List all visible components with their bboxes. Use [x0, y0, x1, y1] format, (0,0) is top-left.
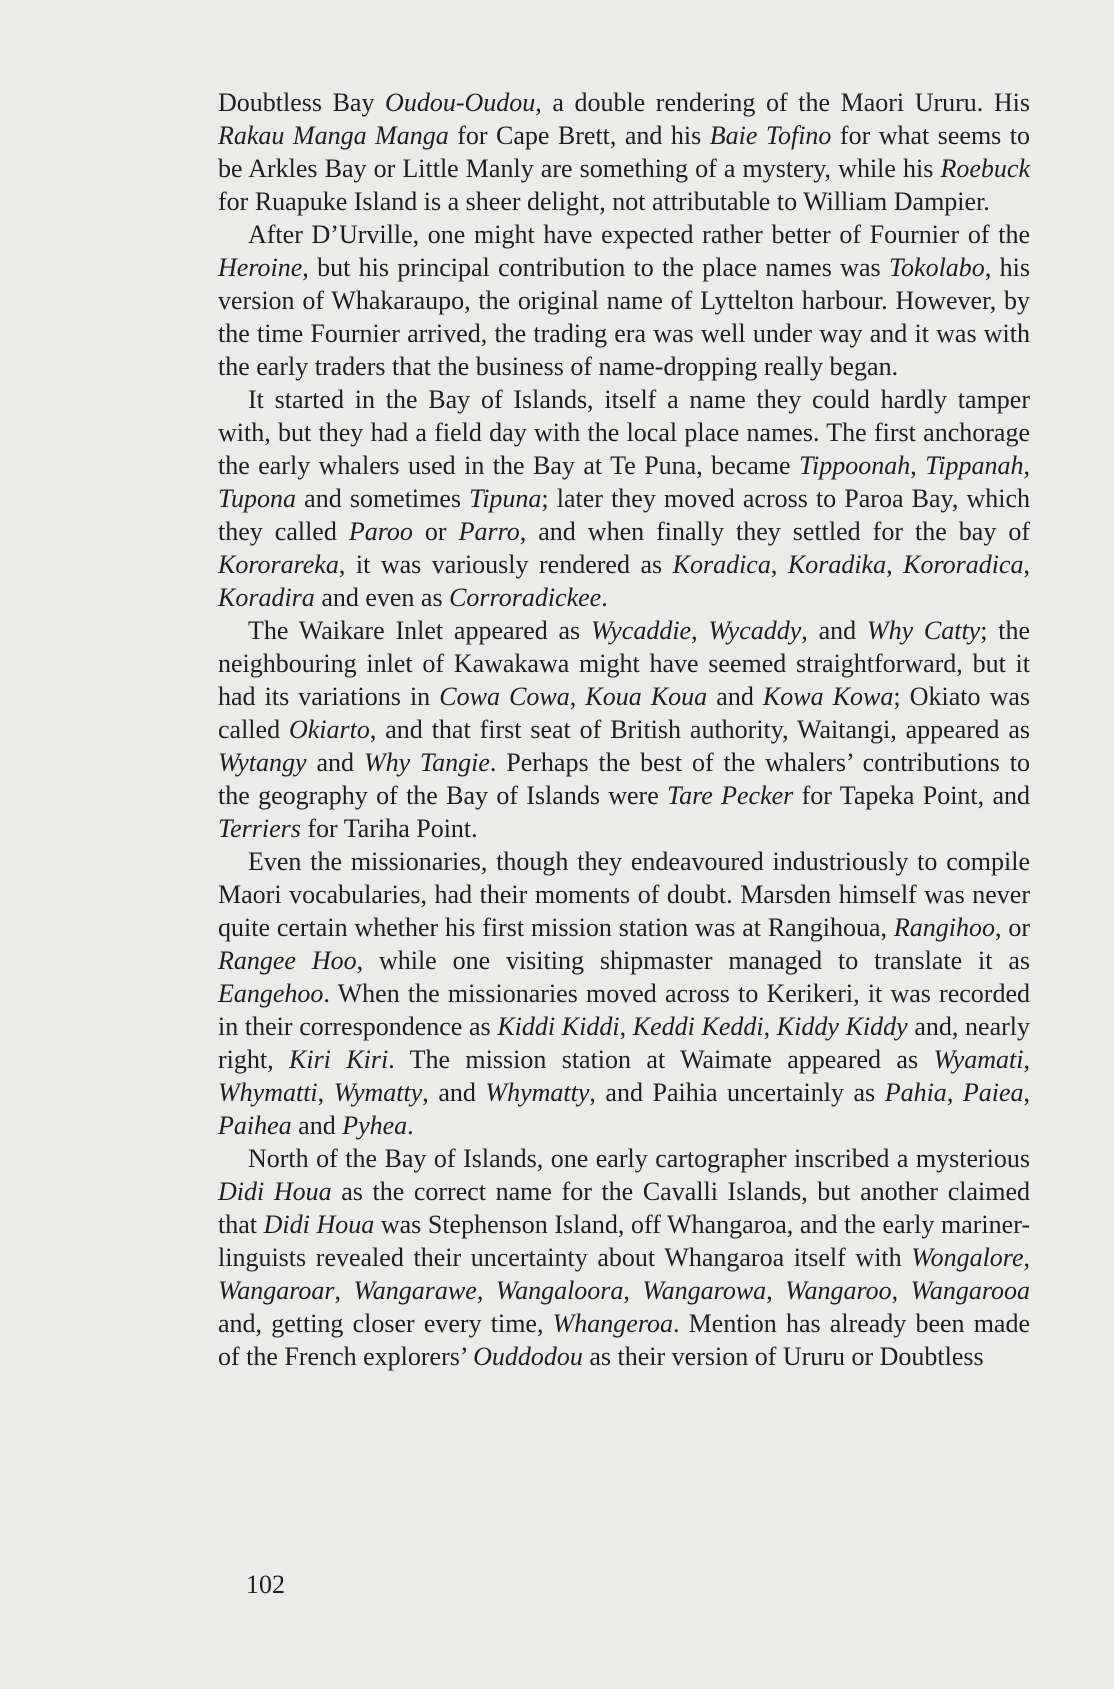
paragraph [218, 845, 1030, 1142]
text-run: . [407, 1111, 414, 1140]
body-text [218, 86, 1030, 1373]
text-run: , [691, 616, 709, 645]
italic-place-name: Wangaroo [785, 1276, 892, 1305]
paragraph [218, 1142, 1030, 1373]
italic-place-name: Rakau Manga Manga [218, 121, 449, 150]
italic-place-name: Tare Pecker [667, 781, 794, 810]
text-run: , [1023, 1243, 1030, 1272]
paragraph [218, 383, 1030, 614]
italic-place-name: Tipuna [469, 484, 542, 513]
italic-place-name: Kowa Kowa [762, 682, 894, 711]
text-run: , or [994, 913, 1030, 942]
italic-place-name: Why Catty [866, 616, 981, 645]
text-run: , [623, 1276, 643, 1305]
text-run: and [707, 682, 763, 711]
italic-place-name: Paihea [218, 1111, 292, 1140]
text-run: , [476, 1276, 496, 1305]
text-run: as their version of Ururu or Doubtless [582, 1342, 984, 1371]
italic-place-name: Wongalore [911, 1243, 1024, 1272]
italic-place-name: Okiarto [288, 715, 370, 744]
italic-place-name: Wyamati [933, 1045, 1024, 1074]
italic-place-name: Wymatty [333, 1078, 423, 1107]
italic-place-name: Oudou-Oudou [385, 88, 536, 117]
text-run: as the correct name for the Cavalli Islands, but another claimed that [218, 1177, 1030, 1239]
text-run: and, nearly right, [218, 1012, 1031, 1074]
italic-place-name: Wycaddie [590, 616, 692, 645]
text-run: , while one visiting shipmaster managed to translate it as [356, 946, 1030, 975]
text-run: Doubtless Bay [218, 88, 386, 117]
text-run: . The mission station at Waimate appeared as [388, 1045, 934, 1074]
text-run: , a double rendering of the Maori Ururu. His [535, 88, 1030, 117]
italic-place-name: Pahia [884, 1078, 947, 1107]
text-run: and sometimes [296, 484, 470, 513]
text-run: , [946, 1078, 963, 1107]
text-run: . [601, 583, 608, 612]
text-run: ; later they moved across to Paroa Bay, which they called [218, 484, 1030, 546]
text-run: , [770, 550, 788, 579]
text-run: . When the missionaries moved across to Kerikeri, it was recorded in their correspondence as [218, 979, 1030, 1041]
paragraph [218, 614, 1030, 845]
text-run: and [291, 1111, 343, 1140]
italic-place-name: Terriers [218, 814, 301, 843]
text-run: , [1023, 550, 1031, 579]
italic-place-name: Wangaroar [218, 1276, 335, 1305]
text-run: , [910, 451, 926, 480]
text-run: . Mention has already been made of the French explorers’ [218, 1309, 1031, 1371]
text-run: , [766, 1276, 786, 1305]
text-run: , [334, 1276, 354, 1305]
italic-place-name: Koua Koua [585, 682, 708, 711]
text-run: . Perhaps the best of the whalers’ contributions to the geography of the Bay of Islands were [218, 748, 1030, 810]
text-run: for Cape Brett, and his [448, 121, 710, 150]
italic-place-name: Whangeroa [552, 1309, 673, 1338]
text-run: for Ruapuke Island is a sheer delight, not attributable to William Dampier. [218, 187, 990, 216]
text-run: for Tariha Point. [300, 814, 478, 843]
text-run: , and [801, 616, 867, 645]
text-run: After D’Urville, one might have expected rather better of Fournier of the [248, 220, 1030, 249]
text-run: , [763, 1012, 777, 1041]
text-run: and, getting closer every time, [218, 1309, 553, 1338]
italic-place-name: Wangaloora [495, 1276, 624, 1305]
text-run: ; Okiato was called [218, 682, 1031, 744]
text-run: , but his principal contribution to the place names was [302, 253, 889, 282]
italic-place-name: Parro [458, 517, 520, 546]
text-run: , it was variously rendered as [338, 550, 673, 579]
italic-place-name: Kiddi Kiddi [497, 1012, 620, 1041]
italic-place-name: Didi Houa [263, 1210, 375, 1239]
text-run: Even the missionaries, though they endeavoured industriously to compile Maori vocabularies, had their moments of doubt. Marsden himself was never quite certain whether his first mission station was at Rangihoua, [218, 847, 1030, 942]
paragraph [218, 218, 1030, 383]
text-run: , [569, 682, 586, 711]
text-run: , [317, 1078, 334, 1107]
text-run: It started in the Bay of Islands, itself a name they could hardly tamper with, but they had a field day with the local place names. The first anchorage the early whalers used in the Bay at Te Puna, became [218, 385, 1030, 480]
text-run: for what seems to be Arkles Bay or Little Manly are something of a mystery, while his [218, 121, 1030, 183]
text-run: was Stephenson Island, off Whangaroa, and the early mariner-linguists revealed their uncertainty about Whangaroa itself with [218, 1210, 1030, 1272]
italic-place-name: Koradika [787, 550, 887, 579]
italic-place-name: Paroo [348, 517, 413, 546]
text-run: and even as [314, 583, 450, 612]
italic-place-name: Kiri Kiri [289, 1045, 389, 1074]
text-run: ; the neighbouring inlet of Kawakawa might have seemed straightforward, but it had its variations in [218, 616, 1030, 711]
text-run: North of the Bay of Islands, one early cartographer inscribed a mysterious [248, 1144, 1030, 1173]
italic-place-name: Keddi Keddi [632, 1012, 764, 1041]
text-run: , [1023, 451, 1030, 480]
text-run: , and Paihia uncertainly as [589, 1078, 885, 1107]
page-number: 102 [246, 1570, 285, 1599]
italic-place-name: Rangihoo [893, 913, 995, 942]
italic-place-name: Paiea [962, 1078, 1024, 1107]
text-run: , [1023, 1078, 1031, 1107]
italic-place-name: Ouddodou [473, 1342, 583, 1371]
italic-place-name: Cowa Cowa [439, 682, 570, 711]
italic-place-name: Koradica [672, 550, 771, 579]
text-run: , and when finally they settled for the bay of [519, 517, 1030, 546]
italic-place-name: Roebuck [940, 154, 1030, 183]
italic-place-name: Tokolabo [888, 253, 985, 282]
italic-place-name: Eangehoo [218, 979, 324, 1008]
italic-place-name: Kororareka [218, 550, 339, 579]
text-run: , [619, 1012, 633, 1041]
italic-place-name: Wytangy [218, 748, 307, 777]
italic-place-name: Whymatty [485, 1078, 590, 1107]
italic-place-name: Rangee Hoo [218, 946, 357, 975]
italic-place-name: Why Tangie [363, 748, 490, 777]
italic-place-name: Tupona [218, 484, 297, 513]
paragraph [218, 86, 1030, 218]
text-run: or [412, 517, 459, 546]
text-run: and [306, 748, 364, 777]
text-run: , [1023, 1045, 1030, 1074]
italic-place-name: Didi Houa [218, 1177, 332, 1206]
italic-place-name: Wangarawe [353, 1276, 477, 1305]
italic-place-name: Whymatti [218, 1078, 318, 1107]
italic-place-name: Baie Tofino [709, 121, 832, 150]
text-run: , and that first seat of British authority, Waitangi, appeared as [369, 715, 1030, 744]
italic-place-name: Koradira [218, 583, 315, 612]
italic-place-name: Wangarowa [642, 1276, 767, 1305]
italic-place-name: Kiddy Kiddy [776, 1012, 908, 1041]
italic-place-name: Heroine [218, 253, 303, 282]
text-run: The Waikare Inlet appeared as [248, 616, 591, 645]
text-run: , [891, 1276, 911, 1305]
italic-place-name: Tippoonah [799, 451, 911, 480]
italic-place-name: Corroradickee [449, 583, 602, 612]
italic-place-name: Kororadica [903, 550, 1024, 579]
text-run: , his version of Whakaraupo, the original name of Lyttelton harbour. However, by the time Fournier arrived, the trading era was well under way and it was with the early traders that the business of name-dropping really began. [218, 253, 1031, 381]
italic-place-name: Pyhea [342, 1111, 408, 1140]
text-run: for Tapeka Point, and [793, 781, 1030, 810]
italic-place-name: Tippanah [925, 451, 1024, 480]
italic-place-name: Wangarooa [910, 1276, 1031, 1305]
text-run: , and [422, 1078, 486, 1107]
text-run: , [886, 550, 904, 579]
italic-place-name: Wycaddy [708, 616, 802, 645]
